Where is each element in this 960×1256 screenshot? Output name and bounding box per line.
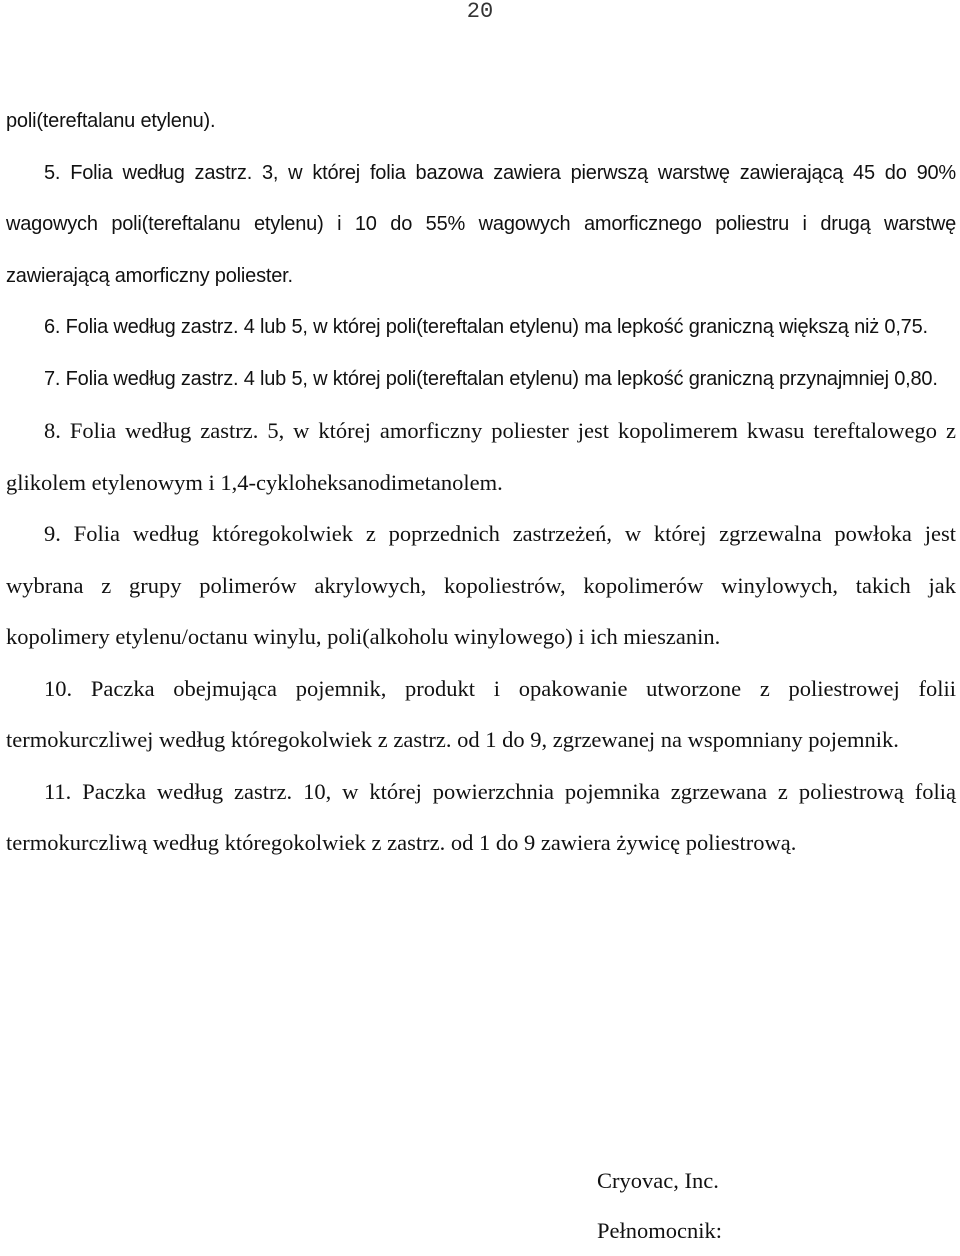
claim-8: 8. Folia według zastrz. 5, w której amorficzny poliester jest kopolimerem kwasu tereftalowego z glikolem etylenowym i 1,4-cykloheksanodimetanolem.	[6, 418, 956, 495]
claim-6: 6. Folia według zastrz. 4 lub 5, w której poli(tereftalan etylenu) ma lepkość graniczną większą niż 0,75.	[44, 316, 928, 338]
page-number: 20	[466, 0, 494, 24]
claim-10: 10. Paczka obejmująca pojemnik, produkt i opakowanie utworzone z poliestrowej folii termokurczliwej według któregokolwiek z zastrz. od 1 do 9, zgrzewanej na wspomniany pojemnik.	[6, 675, 956, 752]
claim-continuation: poli(tereftalanu etylenu).	[6, 110, 216, 132]
claim-7: 7. Folia według zastrz. 4 lub 5, w której poli(tereftalan etylenu) ma lepkość graniczną przynajmniej 0,80.	[44, 367, 938, 390]
signature-block	[597, 1156, 722, 1256]
claim-9: 9. Folia według któregokolwiek z poprzednich zastrzeżeń, w której zgrzewalna powłoka jest wybrana z grupy polimerów akrylowych, kopoliestrów, kopolimerów winylowych, takich jak kopolimery etylenu/octanu winylu, poli(alkoholu winylowego) i ich mieszanin.	[6, 521, 956, 649]
claim-11: 11. Paczka według zastrz. 10, w której powierzchnia pojemnika zgrzewana z poliestrową folią termokurczliwą według któregokolwiek z zastrz. od 1 do 9 zawiera żywicę poliestrową.	[6, 778, 956, 855]
signature-role: Pełnomocnik:	[597, 1218, 722, 1243]
claims-text	[6, 96, 956, 869]
claim-5: 5. Folia według zastrz. 3, w której folia bazowa zawiera pierwszą warstwę zawierającą 45 do 90% wagowych poli(tereftalanu etylenu) i 10 do 55% wagowych amorficznego poliestru i drugą warstwę zawierającą amorficzny poliester.	[6, 161, 956, 287]
signature-company: Cryovac, Inc.	[597, 1168, 719, 1193]
